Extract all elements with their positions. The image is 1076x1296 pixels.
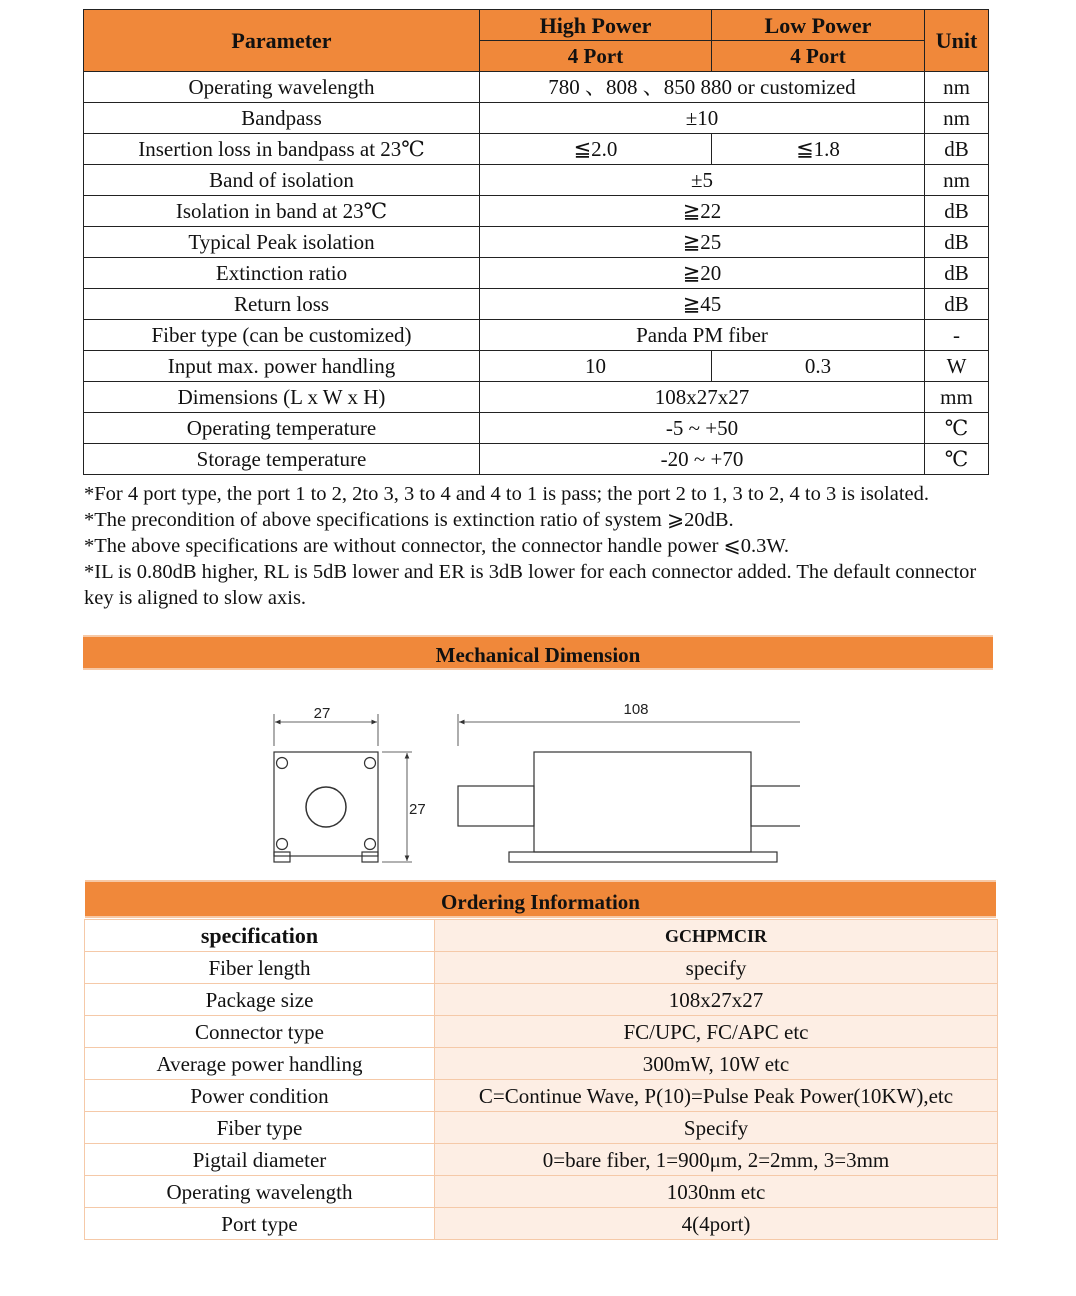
header-low-power: Low Power — [712, 10, 925, 41]
spec-value-low: ≦1.8 — [712, 134, 925, 165]
spec-param: Dimensions (L x W x H) — [84, 382, 480, 413]
spec-unit: dB — [925, 289, 989, 320]
spec-unit: dB — [925, 227, 989, 258]
spec-value: ±5 — [480, 165, 925, 196]
ordering-spec: Pigtail diameter — [85, 1144, 435, 1176]
spec-unit: dB — [925, 258, 989, 289]
spec-value: 108x27x27 — [480, 382, 925, 413]
header-parameter: Parameter — [84, 10, 480, 72]
spec-value: 780 、808 、850 880 or customized — [480, 72, 925, 103]
spec-row — [84, 413, 989, 444]
ordering-value: 108x27x27 — [435, 984, 998, 1016]
spec-param: Isolation in band at 23℃ — [84, 196, 480, 227]
end-view — [274, 714, 412, 862]
spec-unit: ℃ — [925, 444, 989, 475]
ordering-value: 4(4port) — [435, 1208, 998, 1240]
ordering-information-title: Ordering Information — [85, 880, 996, 918]
side-view-body — [534, 752, 751, 852]
spec-unit: nm — [925, 165, 989, 196]
spec-param: Operating temperature — [84, 413, 480, 444]
ordering-spec: Port type — [85, 1208, 435, 1240]
spec-value: ≧45 — [480, 289, 925, 320]
spec-row — [84, 165, 989, 196]
mechanical-dimension-title: Mechanical Dimension — [83, 635, 993, 670]
spec-row — [84, 258, 989, 289]
spec-unit: nm — [925, 103, 989, 134]
spec-value: ±10 — [480, 103, 925, 134]
spec-param: Fiber type (can be customized) — [84, 320, 480, 351]
dim-length-label: 108 — [623, 701, 649, 718]
spec-value-high: ≦2.0 — [480, 134, 712, 165]
ordering-value: specify — [435, 952, 998, 984]
note: *The above specifications are without connector, the connector handle power ⩽0.3W. — [84, 535, 789, 557]
ordering-row — [85, 1080, 998, 1112]
spec-unit: mm — [925, 382, 989, 413]
spec-row — [84, 103, 989, 134]
ordering-value: Specify — [435, 1112, 998, 1144]
spec-param: Input max. power handling — [84, 351, 480, 382]
ordering-value: C=Continue Wave, P(10)=Pulse Peak Power(10KW),etc — [435, 1080, 998, 1112]
header-unit: Unit — [925, 10, 989, 72]
spec-param: Band of isolation — [84, 165, 480, 196]
spec-row — [84, 72, 989, 103]
spec-unit: dB — [925, 196, 989, 227]
dim-width-label: 27 — [313, 705, 331, 722]
note: *The precondition of above specifications is extinction ratio of system ⩾20dB. — [84, 509, 734, 531]
header-low-ports: 4 Port — [712, 41, 925, 72]
ordering-value: 0=bare fiber, 1=900μm, 2=2mm, 3=3mm — [435, 1144, 998, 1176]
notes — [84, 481, 994, 611]
note: *IL is 0.80dB higher, RL is 5dB lower and ER is 3dB lower for each connector added. The default connector key is aligned to slow axis. — [84, 561, 977, 609]
spec-row — [84, 444, 989, 475]
ordering-value: 1030nm etc — [435, 1176, 998, 1208]
end-view-body — [274, 752, 378, 856]
spec-value: -20 ~ +70 — [480, 444, 925, 475]
spec-row — [84, 227, 989, 258]
spec-param: Bandpass — [84, 103, 480, 134]
spec-unit: - — [925, 320, 989, 351]
note: *For 4 port type, the port 1 to 2, 2to 3, 3 to 4 and 4 to 1 is pass; the port 2 to 1, 3 to 2, 4 to 3 is isolated. — [84, 483, 930, 505]
ordering-row — [85, 952, 998, 984]
spec-row — [84, 320, 989, 351]
spec-value: Panda PM fiber — [480, 320, 925, 351]
ordering-spec: Fiber length — [85, 952, 435, 984]
spec-param: Storage temperature — [84, 444, 480, 475]
spec-param: Return loss — [84, 289, 480, 320]
ordering-table — [84, 919, 998, 1240]
dim-height-label: 27 — [409, 801, 426, 818]
ordering-header-model: GCHPMCIR — [435, 920, 998, 952]
spec-value: ≧22 — [480, 196, 925, 227]
ordering-row — [85, 1048, 998, 1080]
spec-value: ≧25 — [480, 227, 925, 258]
ordering-row — [85, 1112, 998, 1144]
spec-row — [84, 134, 989, 165]
ordering-value: FC/UPC, FC/APC etc — [435, 1016, 998, 1048]
ordering-spec: Connector type — [85, 1016, 435, 1048]
spec-param: Insertion loss in bandpass at 23℃ — [84, 134, 480, 165]
mechanical-drawing — [260, 690, 800, 875]
ordering-row — [85, 1144, 998, 1176]
spec-value-high: 10 — [480, 351, 712, 382]
side-view — [458, 714, 800, 862]
ordering-header-spec: specification — [85, 920, 435, 952]
spec-param: Operating wavelength — [84, 72, 480, 103]
spec-unit: nm — [925, 72, 989, 103]
spec-row — [84, 289, 989, 320]
spec-value-low: 0.3 — [712, 351, 925, 382]
spec-value: ≧20 — [480, 258, 925, 289]
spec-unit: W — [925, 351, 989, 382]
ordering-row — [85, 984, 998, 1016]
spec-row — [84, 351, 989, 382]
header-high-ports: 4 Port — [480, 41, 712, 72]
ordering-header-row — [85, 920, 998, 952]
spec-param: Typical Peak isolation — [84, 227, 480, 258]
spec-value: -5 ~ +50 — [480, 413, 925, 444]
ordering-spec: Fiber type — [85, 1112, 435, 1144]
ordering-row — [85, 1016, 998, 1048]
spec-row — [84, 382, 989, 413]
spec-row — [84, 196, 989, 227]
ordering-spec: Package size — [85, 984, 435, 1016]
ordering-spec: Power condition — [85, 1080, 435, 1112]
ordering-row — [85, 1208, 998, 1240]
ordering-spec: Average power handling — [85, 1048, 435, 1080]
spec-unit: dB — [925, 134, 989, 165]
ordering-value: 300mW, 10W etc — [435, 1048, 998, 1080]
spec-unit: ℃ — [925, 413, 989, 444]
spec-param: Extinction ratio — [84, 258, 480, 289]
ordering-row — [85, 1176, 998, 1208]
spec-table — [83, 9, 989, 475]
ordering-spec: Operating wavelength — [85, 1176, 435, 1208]
header-high-power: High Power — [480, 10, 712, 41]
center-port-icon — [306, 787, 346, 827]
